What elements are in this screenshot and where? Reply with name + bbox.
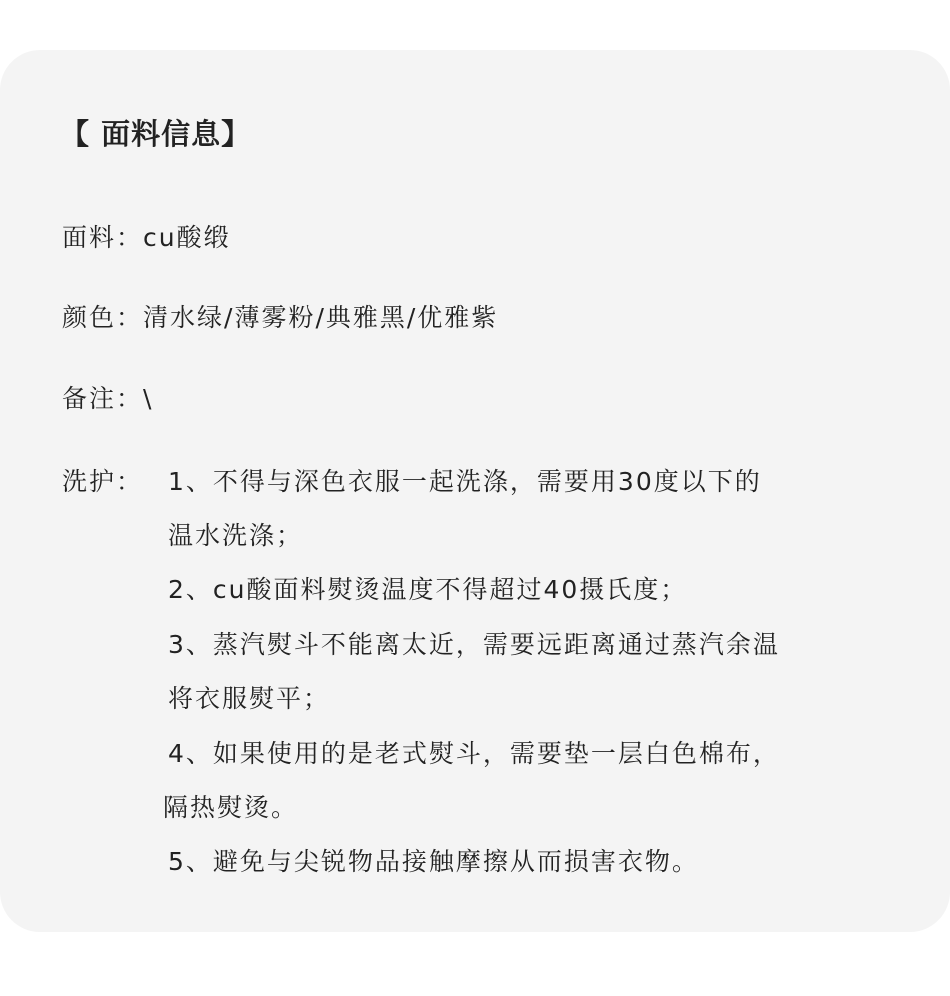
fabric-label: 面料： xyxy=(62,223,144,252)
care-instruction-line: 1、不得与深色衣服一起洗涤，需要用30度以下的 xyxy=(168,467,762,496)
fabric-row xyxy=(62,218,231,254)
care-instruction-line: 5、避免与尖锐物品接触摩擦从而损害衣物。 xyxy=(168,847,699,876)
care-label: 洗护： xyxy=(62,467,144,496)
care-instruction-line: 将衣服熨平； xyxy=(168,684,331,713)
fabric-info-card xyxy=(0,50,950,932)
care-instruction-line: 2、cu酸面料熨烫温度不得超过40摄氏度； xyxy=(168,575,688,604)
section-title: 【 面料信息】 xyxy=(60,117,252,151)
color-value: 清水绿/薄雾粉/典雅黑/优雅紫 xyxy=(143,303,499,332)
fabric-value: cu酸缎 xyxy=(143,223,231,252)
note-value: \ xyxy=(143,384,154,413)
color-row xyxy=(62,298,498,334)
note-row xyxy=(62,379,153,415)
care-instruction-line: 隔热熨烫。 xyxy=(163,793,299,822)
care-instruction-line: 温水洗涤； xyxy=(168,521,304,550)
care-instruction-line: 3、蒸汽熨斗不能离太近，需要远距离通过蒸汽余温 xyxy=(168,630,780,659)
color-label: 颜色： xyxy=(62,303,144,332)
note-label: 备注： xyxy=(62,384,144,413)
care-instruction-line: 4、如果使用的是老式熨斗，需要垫一层白色棉布， xyxy=(168,739,780,768)
